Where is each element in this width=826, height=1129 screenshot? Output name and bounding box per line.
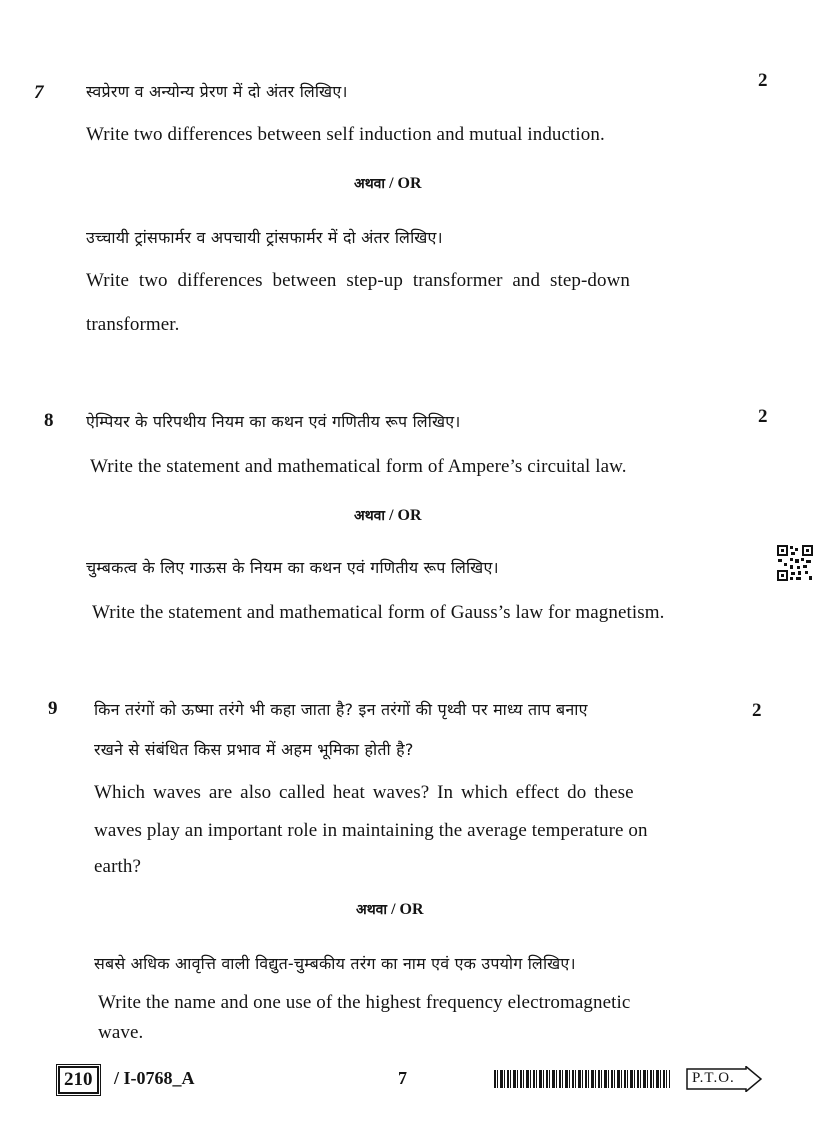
barcode-icon [494, 1070, 670, 1088]
paper-code: / I-0768_A [114, 1068, 195, 1088]
question-7-number: 7 [34, 82, 44, 103]
question-9-hindi-line2: रखने से संबंधित किस प्रभाव में अहम भूमिका होती है? [94, 740, 414, 759]
question-7-alt-english-line1: Write two differences between step-up transformer and step-down [86, 270, 631, 291]
question-9-marks: 2 [752, 700, 762, 721]
question-8-marks: 2 [758, 406, 768, 427]
question-7-or [354, 174, 422, 193]
question-8-number: 8 [44, 410, 54, 431]
pto-indicator [686, 1066, 735, 1087]
question-9-alt-hindi: सबसे अधिक आवृत्ति वाली विद्युत-चुम्बकीय तरंग का नाम एवं एक उपयोग लिखिए। [94, 954, 576, 973]
question-8-english: Write the statement and mathematical form of Ampere’s circuital law. [90, 456, 627, 477]
question-8-alt-english: Write the statement and mathematical form of Gauss’s law for magnetism. [92, 602, 665, 623]
question-7-marks: 2 [758, 70, 768, 91]
question-9-or [356, 900, 424, 919]
question-7-alt-hindi: उच्चायी ट्रांसफार्मर व अपचायी ट्रांसफार्मर में दो अंतर लिखिए। [86, 228, 443, 247]
question-9-alt-english-line1: Write the name and one use of the highest frequency electromagnetic [98, 992, 631, 1013]
or-english-label: / OR [389, 175, 422, 192]
page-number: 7 [398, 1068, 407, 1088]
qr-code-icon [776, 544, 814, 582]
question-7-alt-english-line2: transformer. [86, 314, 180, 335]
question-9-number: 9 [48, 698, 58, 719]
question-9-english-line2: waves play an important role in maintaining the average temperature on [94, 820, 648, 841]
question-9-hindi-line1: किन तरंगों को ऊष्मा तरंगे भी कहा जाता है? इन तरंगों की पृथ्वी पर माध्य ताप बनाए [94, 700, 588, 719]
or-hindi-label: अथवा [356, 902, 388, 918]
pto-label: P.T.O. [692, 1070, 735, 1086]
question-9-english-line3: earth? [94, 856, 142, 877]
or-hindi-label: अथवा [354, 508, 386, 524]
subject-code-box: 210 [58, 1066, 99, 1094]
question-8-hindi: ऐम्पियर के परिपथीय नियम का कथन एवं गणितीय रूप लिखिए। [86, 412, 461, 431]
question-9-english-line1: Which waves are also called heat waves? In which effect do these [94, 782, 634, 803]
or-english-label: / OR [389, 507, 422, 524]
question-8-or [354, 506, 422, 525]
question-8-alt-hindi: चुम्बकत्व के लिए गाऊस के नियम का कथन एवं गणितीय रूप लिखिए। [86, 558, 499, 577]
question-7-english: Write two differences between self induction and mutual induction. [86, 124, 605, 145]
or-hindi-label: अथवा [354, 176, 386, 192]
question-9-alt-english-line2: wave. [98, 1022, 144, 1043]
or-english-label: / OR [391, 901, 424, 918]
question-7-hindi: स्वप्रेरण व अन्योन्य प्रेरण में दो अंतर लिखिए। [86, 82, 348, 101]
